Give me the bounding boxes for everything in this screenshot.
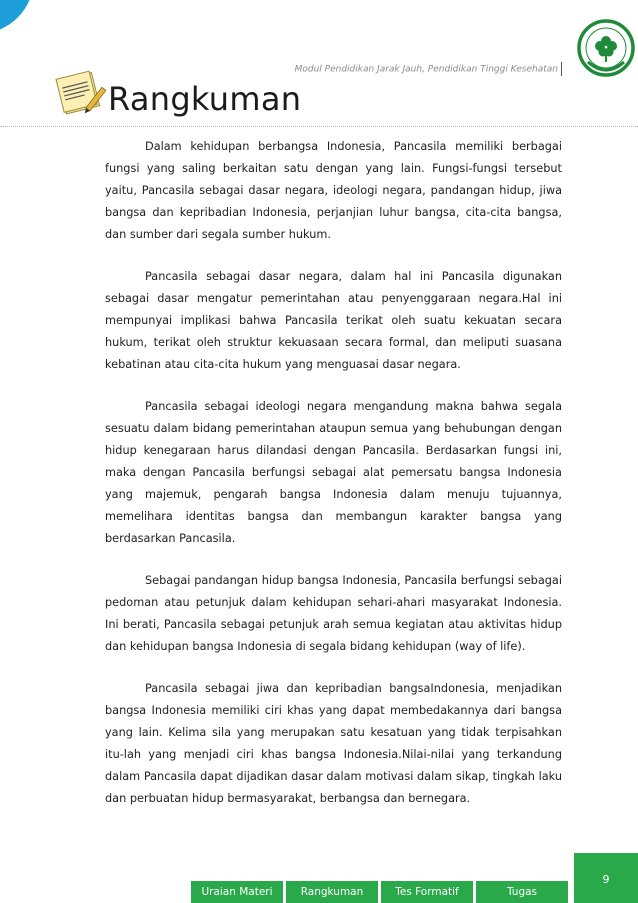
page-number bbox=[574, 853, 638, 903]
header-divider bbox=[561, 62, 562, 76]
paragraph: Pancasila sebagai dasar negara, dalam hal ini Pancasila digunakan sebagai dasar mengatur pemerintahan atau penyenggaraan negara.Hal ini mempunyai implikasi bahwa Pancasila terikat oleh suatu kekuatan secara hukum, terikat oleh struktur kekuasaan secara formal, dan meliputi suasana kebatinan atau cita-cita hukum yang menguasai dasar negara. bbox=[105, 270, 562, 371]
notepad-pencil-icon bbox=[54, 68, 106, 118]
paragraph: Pancasila sebagai jiwa dan kepribadian bangsaIndonesia, menjadikan bangsa Indonesia memiliki ciri khas yang dapat membedakannya dari bangsa yang lain. Kelima sila yang merupakan satu kesatuan yang tidak terpisahkan itu-lah yang menjadi ciri khas bangsa Indonesia.Nilai-nilai yang terkandung dalam Pancasila dapat dijadikan dasar dalam motivasi dalam sikap, tingkah laku dan perbuatan hidup bermasyarakat, berbangsa dan bernegara. bbox=[105, 682, 562, 805]
ministry-of-health-logo bbox=[572, 8, 638, 88]
paragraph: Dalam kehidupan berbangsa Indonesia, Pancasila memiliki berbagai fungsi yang saling berkaitan satu dengan yang lain. Fungsi-fungsi tersebut yaitu, Pancasila sebagai dasar negara, ideologi negara, pandangan hidup, jiwa bangsa dan kepribadian Indonesia, perjanjian luhur bangsa, cita-cita bangsa, dan sumber dari segala sumber hukum. bbox=[105, 140, 562, 241]
tab-rangkuman[interactable]: Rangkuman bbox=[286, 881, 378, 903]
tab-tugas[interactable]: Tugas bbox=[476, 881, 568, 903]
tab-uraian-materi[interactable]: Uraian Materi bbox=[191, 881, 283, 903]
page-number-label: 9 bbox=[602, 873, 610, 886]
paragraph: Sebagai pandangan hidup bangsa Indonesia, Pancasila berfungsi sebagai pedoman atau petunjuk dalam kehidupan sehari-ahari masyarakat Indonesia. Ini berati, Pancasila sebagai petunjuk arah semua kegiatan atau aktivitas hidup dan kehidupan bangsa Indonesia di segala bidang kehidupan (way of life). bbox=[105, 574, 562, 653]
corner-decoration bbox=[0, 0, 34, 34]
tab-tes-formatif[interactable]: Tes Formatif bbox=[381, 881, 473, 903]
module-title: Modul Pendidikan Jarak Jauh, Pendidikan Tinggi Kesehatan bbox=[294, 64, 558, 75]
footer-navigation bbox=[191, 881, 571, 903]
module-header bbox=[295, 62, 562, 76]
summary-content bbox=[105, 136, 562, 830]
paragraph: Pancasila sebagai ideologi negara mengandung makna bahwa segala sesuatu dalam bidang pemerintahan ataupun semua yang behubungan dengan hidup kenegaraan harus dilandasi dengan Pancasila. Berdasarkan fungsi ini, maka dengan Pancasila berfungsi sebagai alat pemersatu bangsa Indonesia yang majemuk, pengarah bangsa Indonesia dalam menuju tujuannya, memelihara identitas bangsa dan membangun karakter bangsa yang berdasarkan Pancasila. bbox=[105, 400, 562, 545]
page-title: Rangkuman bbox=[108, 80, 302, 118]
title-divider bbox=[0, 126, 638, 127]
